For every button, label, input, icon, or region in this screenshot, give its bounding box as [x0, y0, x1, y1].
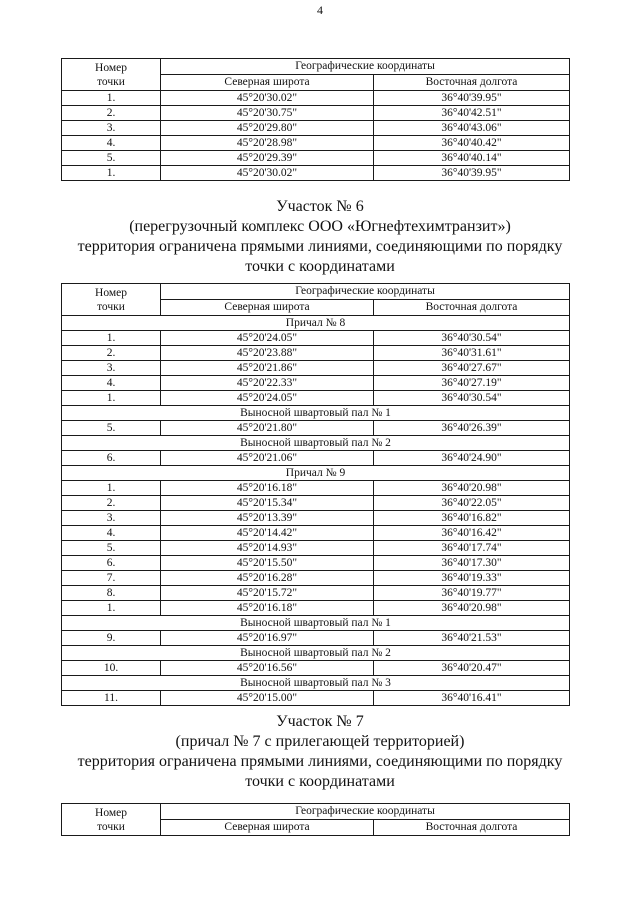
table-row	[62, 376, 570, 391]
point-number-cell: 4.	[62, 526, 161, 541]
longitude-cell: 36°40'26.39"	[374, 421, 570, 436]
geo-coordinates-header: Географические координаты	[161, 59, 570, 75]
point-number-cell: 5.	[62, 151, 161, 166]
latitude-cell: 45°20'21.06"	[161, 451, 374, 466]
point-number-cell: 7.	[62, 571, 161, 586]
table-row	[62, 556, 570, 571]
point-number-header: Номер точки	[62, 284, 161, 316]
longitude-cell: 36°40'24.90"	[374, 451, 570, 466]
group-label: Причал № 8	[62, 316, 570, 331]
section-7-description-cont: точки с координатами	[245, 773, 395, 790]
table-row	[62, 631, 570, 646]
group-label: Выносной швартовый пал № 3	[62, 676, 570, 691]
table-row	[62, 346, 570, 361]
latitude-cell: 45°20'21.80"	[161, 421, 374, 436]
table-row	[62, 496, 570, 511]
table-1-body	[62, 91, 570, 181]
latitude-cell: 45°20'15.00"	[161, 691, 374, 706]
latitude-cell: 45°20'15.34"	[161, 496, 374, 511]
point-number-cell: 1.	[62, 601, 161, 616]
latitude-cell: 45°20'29.39"	[161, 151, 374, 166]
point-number-cell: 1.	[62, 331, 161, 346]
group-row	[62, 466, 570, 481]
point-number-cell: 10.	[62, 661, 161, 676]
coordinates-table-3	[61, 803, 570, 836]
longitude-header: Восточная долгота	[374, 300, 570, 316]
group-label: Выносной швартовый пал № 1	[62, 406, 570, 421]
point-number-cell: 1.	[62, 166, 161, 181]
group-label: Выносной швартовый пал № 1	[62, 616, 570, 631]
longitude-header: Восточная долгота	[374, 75, 570, 91]
longitude-cell: 36°40'30.54"	[374, 391, 570, 406]
point-number-header: Номер точки	[62, 59, 161, 91]
point-number-cell: 3.	[62, 121, 161, 136]
latitude-cell: 45°20'30.02"	[161, 91, 374, 106]
longitude-cell: 36°40'42.51"	[374, 106, 570, 121]
table-row	[62, 391, 570, 406]
longitude-cell: 36°40'40.14"	[374, 151, 570, 166]
table-2-body	[62, 316, 570, 706]
longitude-cell: 36°40'19.33"	[374, 571, 570, 586]
table-row	[62, 421, 570, 436]
group-row	[62, 316, 570, 331]
latitude-cell: 45°20'16.18"	[161, 601, 374, 616]
table-row	[62, 106, 570, 121]
coordinates-table-1	[61, 58, 570, 181]
geo-coordinates-header: Географические координаты	[161, 284, 570, 300]
longitude-cell: 36°40'21.53"	[374, 631, 570, 646]
longitude-cell: 36°40'20.47"	[374, 661, 570, 676]
latitude-cell: 45°20'14.93"	[161, 541, 374, 556]
latitude-cell: 45°20'16.18"	[161, 481, 374, 496]
point-number-cell: 4.	[62, 136, 161, 151]
latitude-cell: 45°20'22.33"	[161, 376, 374, 391]
latitude-cell: 45°20'24.05"	[161, 331, 374, 346]
longitude-header: Восточная долгота	[374, 820, 570, 836]
longitude-cell: 36°40'20.98"	[374, 601, 570, 616]
point-number-cell: 2.	[62, 496, 161, 511]
point-number-cell: 4.	[62, 376, 161, 391]
table-row	[62, 691, 570, 706]
longitude-cell: 36°40'40.42"	[374, 136, 570, 151]
group-row	[62, 436, 570, 451]
longitude-cell: 36°40'27.67"	[374, 361, 570, 376]
longitude-cell: 36°40'16.41"	[374, 691, 570, 706]
section-6-description-cont: точки с координатами	[245, 258, 395, 275]
table-row	[62, 571, 570, 586]
latitude-cell: 45°20'29.80"	[161, 121, 374, 136]
point-number-cell: 1.	[62, 391, 161, 406]
latitude-cell: 45°20'28.98"	[161, 136, 374, 151]
group-row	[62, 406, 570, 421]
latitude-cell: 45°20'13.39"	[161, 511, 374, 526]
point-number-cell: 6.	[62, 556, 161, 571]
page-number: 4	[317, 3, 323, 17]
latitude-cell: 45°20'21.86"	[161, 361, 374, 376]
section-7-subtitle: (причал № 7 с прилегающей территорией)	[175, 733, 465, 750]
longitude-cell: 36°40'31.61"	[374, 346, 570, 361]
table-row	[62, 451, 570, 466]
latitude-cell: 45°20'30.75"	[161, 106, 374, 121]
longitude-cell: 36°40'17.30"	[374, 556, 570, 571]
table-row	[62, 541, 570, 556]
longitude-cell: 36°40'43.06"	[374, 121, 570, 136]
table-row	[62, 481, 570, 496]
longitude-cell: 36°40'39.95"	[374, 91, 570, 106]
group-row	[62, 676, 570, 691]
group-row	[62, 616, 570, 631]
point-number-cell: 5.	[62, 421, 161, 436]
latitude-header: Северная широта	[161, 75, 374, 91]
longitude-cell: 36°40'17.74"	[374, 541, 570, 556]
table-row	[62, 526, 570, 541]
longitude-cell: 36°40'30.54"	[374, 331, 570, 346]
point-number-cell: 11.	[62, 691, 161, 706]
table-row	[62, 166, 570, 181]
group-label: Выносной швартовый пал № 2	[62, 436, 570, 451]
section-6-title: Участок № 6	[276, 198, 364, 215]
point-number-cell: 6.	[62, 451, 161, 466]
coordinates-table-2	[61, 283, 570, 706]
table-row	[62, 361, 570, 376]
table-row	[62, 91, 570, 106]
longitude-cell: 36°40'27.19"	[374, 376, 570, 391]
latitude-header: Северная широта	[161, 820, 374, 836]
longitude-cell: 36°40'16.42"	[374, 526, 570, 541]
longitude-cell: 36°40'22.05"	[374, 496, 570, 511]
section-6-description: территория ограничена прямыми линиями, соединяющими по порядку	[77, 238, 563, 255]
point-number-cell: 1.	[62, 91, 161, 106]
point-number-header: Номер точки	[62, 804, 161, 836]
group-label: Выносной швартовый пал № 2	[62, 646, 570, 661]
table-row	[62, 661, 570, 676]
table-row	[62, 151, 570, 166]
point-number-cell: 2.	[62, 346, 161, 361]
table-row	[62, 601, 570, 616]
point-number-cell: 3.	[62, 511, 161, 526]
longitude-cell: 36°40'20.98"	[374, 481, 570, 496]
latitude-cell: 45°20'23.88"	[161, 346, 374, 361]
latitude-header: Северная широта	[161, 300, 374, 316]
latitude-cell: 45°20'30.02"	[161, 166, 374, 181]
table-row	[62, 511, 570, 526]
point-number-cell: 5.	[62, 541, 161, 556]
longitude-cell: 36°40'16.82"	[374, 511, 570, 526]
group-label: Причал № 9	[62, 466, 570, 481]
section-7-title: Участок № 7	[276, 713, 364, 730]
point-number-cell: 1.	[62, 481, 161, 496]
table-row	[62, 586, 570, 601]
latitude-cell: 45°20'15.72"	[161, 586, 374, 601]
section-6-subtitle: (перегрузочный комплекс ООО «Югнефтехимтранзит»)	[129, 218, 511, 235]
section-6-heading	[0, 197, 640, 277]
table-row	[62, 136, 570, 151]
geo-coordinates-header: Географические координаты	[161, 804, 570, 820]
group-row	[62, 646, 570, 661]
point-number-cell: 2.	[62, 106, 161, 121]
latitude-cell: 45°20'16.56"	[161, 661, 374, 676]
longitude-cell: 36°40'39.95"	[374, 166, 570, 181]
table-row	[62, 121, 570, 136]
point-number-cell: 8.	[62, 586, 161, 601]
section-7-description: территория ограничена прямыми линиями, соединяющими по порядку	[77, 753, 563, 770]
section-7-heading	[0, 712, 640, 792]
longitude-cell: 36°40'19.77"	[374, 586, 570, 601]
latitude-cell: 45°20'16.97"	[161, 631, 374, 646]
latitude-cell: 45°20'15.50"	[161, 556, 374, 571]
latitude-cell: 45°20'16.28"	[161, 571, 374, 586]
table-row	[62, 331, 570, 346]
point-number-cell: 9.	[62, 631, 161, 646]
latitude-cell: 45°20'24.05"	[161, 391, 374, 406]
latitude-cell: 45°20'14.42"	[161, 526, 374, 541]
point-number-cell: 3.	[62, 361, 161, 376]
